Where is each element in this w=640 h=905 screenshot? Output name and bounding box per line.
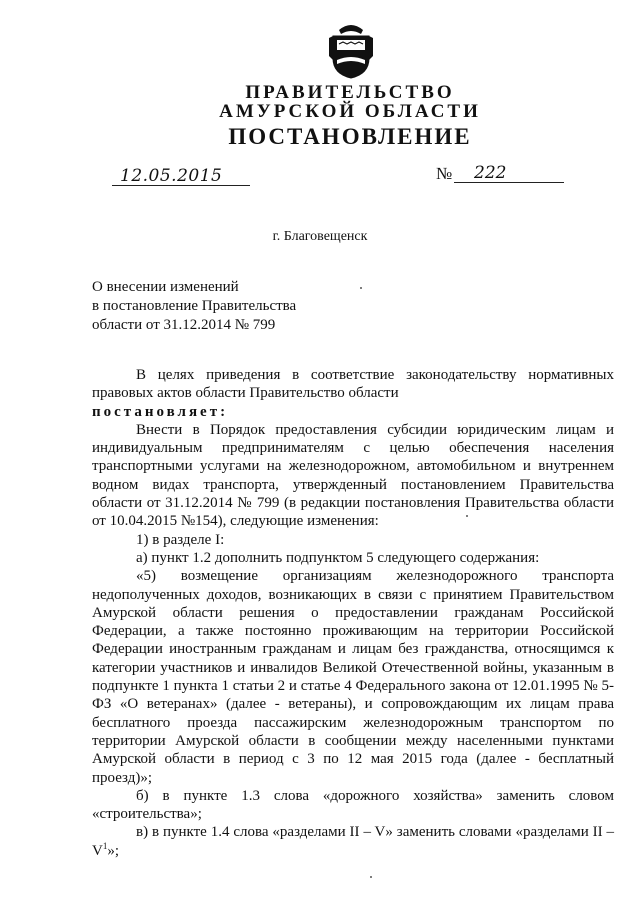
org-title-line2: АМУРСКОЙ ОБЛАСТИ [219, 101, 481, 122]
handwritten-date: 12.05.2015 [120, 166, 223, 186]
date-underline [112, 185, 250, 186]
document-subject [92, 278, 296, 335]
subject-line: области от 31.12.2014 № 799 [92, 317, 276, 333]
coat-of-arms-icon [325, 20, 377, 80]
document-type: ПОСТАНОВЛЕНИЕ [228, 124, 472, 149]
number-underline [454, 182, 564, 183]
body-paragraph: Внести в Порядок предоставления субсидии юридическим лицам и индивидуальным предпринимателям с целью обеспечения населения транспортными услугами на железнодорожном, автомобильном и внутреннем водном видах транспорта, утвержденный постановлением Правительства области от 31.12.2014 № 799 (в редакции постановления Правительства области от 10.04.2015 №154), следующие изменения: [92, 421, 614, 530]
handwritten-number: 222 [474, 163, 507, 183]
resolve-word: постановляет: [92, 403, 229, 420]
document-body [92, 366, 614, 860]
subject-line: в постановление Правительства [92, 298, 297, 314]
city-name: г. Благовещенск [272, 229, 368, 244]
superscript: 1 [102, 840, 108, 851]
subject-line: О внесении изменений [92, 279, 239, 295]
paragraph-text: »; [107, 842, 120, 859]
scan-speck [466, 515, 468, 517]
body-paragraph [92, 823, 614, 860]
intro-paragraph: В целях приведения в соответствие законодательству нормативных правовых актов области Правительство области [92, 367, 614, 402]
body-paragraph: а) пункт 1.2 дополнить подпунктом 5 следующего содержания: [136, 549, 540, 566]
body-paragraph: б) в пункте 1.3 слова «дорожного хозяйства» заменить словом «строительства»; [92, 787, 614, 823]
body-paragraph: 1) в разделе I: [136, 531, 225, 548]
number-sign: № [436, 164, 453, 183]
org-title-line1: ПРАВИТЕЛЬСТВО [245, 82, 455, 103]
paragraph-text: в) в пункте 1.4 слова «разделами II – V» заменить словами «разделами II – V [92, 824, 614, 859]
scan-speck [360, 287, 362, 289]
scan-speck [370, 876, 372, 878]
body-paragraph: «5) возмещение организациям железнодорожного транспорта недополученных доходов, возникающих в связи с принятием Правительством Амурской области решения о предоставлении гражданам Российской Федерации, а также постоянно проживающим на территории Российской Федерации иностранным гражданам и лицам без гражданства, относящимся к категории участников и инвалидов Великой Отечественной войны, указанным в подпункте 1 пункта 1 статьи 2 и статье 4 Федерального закона от 12.01.1995 № 5-ФЗ «О ветеранах» (далее - ветераны), и сопровождающим их лицам права бесплатного проезда пассажирским железнодорожным транспортом по территории Амурской области в сообщении между населенными пунктами Амурской области в период с 3 по 12 мая 2015 года (далее - бесплатный проезд)»; [92, 568, 614, 786]
